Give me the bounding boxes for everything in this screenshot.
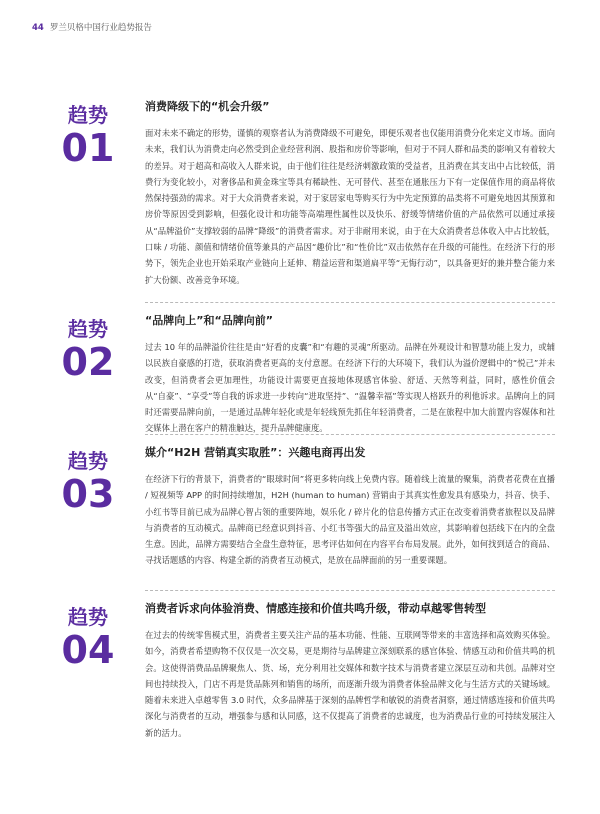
trend-word: 趋势 bbox=[68, 103, 108, 127]
trend-word: 趋势 bbox=[68, 605, 108, 629]
trend-number: 01 bbox=[61, 126, 115, 170]
trend-title: 媒介“H2H 营销真实取胜”：兴趣电商再出发 bbox=[145, 446, 366, 459]
trend-label-03 bbox=[48, 448, 128, 514]
trend-body: 面对未来不确定的形势，谨慎的观察者认为消费降级不可避免，即便乐观者也仅能用消费分化来定义市场。面向未来，我们认为消费走向必然受到企业经营利润、股指和房价等影响，但对于不同人群和品类的影响又有着较大的差异。对于超高和高收入人群来说，由于他们往往是经济刺激政策的受益者，且消费在其支出中占比较低，消费行为变化较小，对奢侈品和黄金珠宝等具有稀缺性、无可替代、甚至在通胀压力下有一定保值作用的商品将依然保持强劲的需求。对于大众消费者来说，对于家居家电等购买行为中先定预算的品类将不可避免地因其预算和房价等原因受到影响，但强化设计和功能等高端理性属性以及快乐、舒缓等情绪价值的产品依然可以通过承接从“品牌溢价”支撑较弱的品牌“降级”的消费者需求。对于非耐用来说，由于在大众消费者总体收入中占比较低，口味 / 功能、颜值和情绪价值等兼具的产品因“趣价比”和“性价比”双击依然存在升级的可能性。在经济下行的形势下，领先企业也开始采取产业链向上延伸、精益运营和渠道扁平等“无悔行动”，以具备更好的兼并整合能力来扩大份额、改善竞争环境。 bbox=[145, 128, 555, 285]
trend-body: 过去 10 年的品牌溢价往往是由“好看的皮囊”和“有趣的灵魂”所驱动。品牌在外观设计和智慧功能上发力，或辅以民族自豪感的打造，获取消费者更高的支付意愿。在经济下行的大环境下，我们认为溢价逻辑中的“悦己”并未改变，但消费者会更加理性，功能设计需要更直接地体现感官体验、舒适、天然等利益，同时，感性价值会从“自豪”、“享受”等自我的诉求进一步转向“进取坚持”、“温馨幸福”等实现人格跃升的利他诉求。品牌向上的同时还需要品牌向前，一是通过品牌年轻化或是年轻线预先抓住年轻消费者，二是在旅程中加大前置内容媒体和社交媒体上潜在客户的精准触达，提升品牌健康度。 bbox=[145, 342, 555, 434]
trend-title: 消费者诉求向体验消费、情感连接和价值共鸣升级，带动卓越零售转型 bbox=[145, 602, 486, 615]
trend-body: 在经济下行的背景下，消费者的“眼球时间”将更多转向线上免费内容。随着线上流量的聚集，消费者花费在直播 / 短视频等 APP 的时间持续增加，H2H (human to human) 营销由于其真实性愈发具有感染力，抖音、快手、小红书等目前已成为品牌心智占领的重要阵地，娱乐化 / 碎片化的信息传播方式正在改变着消费者旅程以及品牌与消费者的互动模式。品牌商已经意识到抖音、小红书等强大的品宣及溢出效应，其影响着包括线下在内的全盘生意。因此，品牌方需要结合全盘生意特征，思考评估如何在内容平台布局发展。此外，如何找到适合的商品、寻找话题感的内容、构建全新的消费者互动模式，是放在品牌面前的另一重要课题。 bbox=[145, 474, 555, 566]
trend-title: 消费降级下的“机会升级” bbox=[145, 100, 270, 113]
trend-label-01 bbox=[48, 102, 128, 168]
page-number: 44 bbox=[32, 23, 44, 33]
report-title: 罗兰贝格中国行业趋势报告 bbox=[49, 23, 152, 33]
trend-number: 02 bbox=[61, 340, 115, 384]
trend-word: 趋势 bbox=[68, 449, 108, 473]
trend-content-02 bbox=[145, 312, 555, 437]
trend-content-04 bbox=[145, 600, 555, 741]
trend-content-03 bbox=[145, 444, 555, 569]
section-divider bbox=[145, 434, 555, 435]
page-header bbox=[32, 21, 152, 33]
section-divider bbox=[145, 302, 555, 303]
trend-word: 趋势 bbox=[68, 317, 108, 341]
trend-body: 在过去的传统零售模式里，消费者主要关注产品的基本功能、性能、互联网等带来的丰富选择和高效购买体验。如今，消费者希望购物不仅仅是一次交易，更是期待与品牌建立深刻联系的感官体验、情感互动和价值共鸣的机会。这使得消费品品牌聚焦人、货、场，充分利用社交媒体和数字技术与消费者建立深层互动和共创。品牌对空间也持续投入，门店不再是货品陈列和销售的场所，而逐渐升级为消费者体验品牌文化与生活方式的关键场域。随着未来进入卓越零售 3.0 时代，众多品牌基于深刻的品牌哲学和敏锐的消费者洞察，通过情感连接和价值共鸣深化与消费者的互动，增强参与感和认同感，这不仅提高了消费者的忠诚度，也为消费品行业的可持续发展注入新的活力。 bbox=[145, 630, 555, 738]
trend-label-02 bbox=[48, 316, 128, 382]
trend-label-04 bbox=[48, 604, 128, 670]
trend-number: 03 bbox=[61, 472, 115, 516]
trend-title: “品牌向上”和“品牌向前” bbox=[145, 314, 273, 327]
section-divider bbox=[145, 590, 555, 591]
trend-content-01 bbox=[145, 98, 555, 288]
trend-number: 04 bbox=[61, 628, 115, 672]
